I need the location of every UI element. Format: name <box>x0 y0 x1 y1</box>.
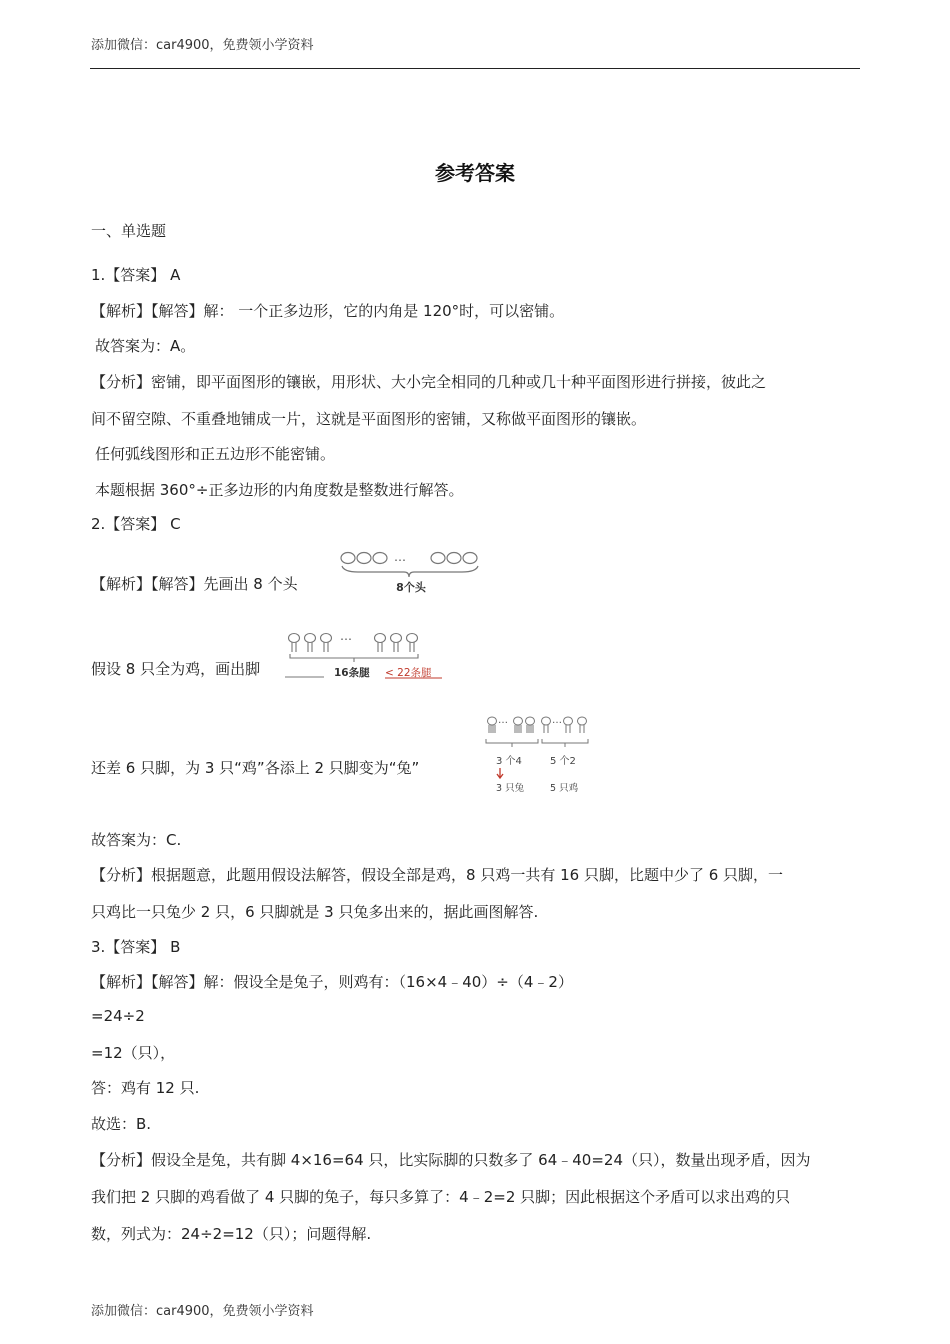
q2-conclusion: 故答案为：C. <box>91 831 182 849</box>
legs-count-label: 16条腿 <box>334 667 370 679</box>
page-footer: 添加微信：car4900，免费领小学资料 <box>91 1304 314 1319</box>
q1-fenxi-line2: 间不留空隙、不重叠地铺成一片，这就是平面图形的密铺，又称做平面图形的镶嵌。 <box>91 410 647 428</box>
heads-diagram <box>338 548 484 596</box>
q1-conclusion: 故答案为：A。 <box>95 337 196 355</box>
svg-text:…: … <box>394 550 406 564</box>
q2-step1: 【解析】【解答】先画出 8 个头 <box>91 575 298 593</box>
q1-fenxi-line4: 本题根据 360°÷正多边形的内角度数是整数进行解答。 <box>95 481 464 499</box>
arrow-down-icon <box>497 768 503 778</box>
svg-text:…: … <box>340 630 352 643</box>
legs-diagram <box>282 630 446 682</box>
q2-step3: 还差 6 只脚，为 3 只“鸡”各添上 2 只脚变为“兔” <box>91 759 420 777</box>
q2-step2: 假设 8 只全为鸡，画出脚 <box>91 660 261 678</box>
q2-answer: 2.【答案】 C <box>91 515 181 533</box>
header-divider <box>90 68 860 69</box>
rabbit-chicken-diagram <box>484 713 590 797</box>
legs-compare-label: < 22条腿 <box>385 667 432 679</box>
svg-text:…: … <box>552 715 562 726</box>
rabbit-multiplier-label: 3 个4 <box>496 756 522 767</box>
q1-answer: 1.【答案】 A <box>91 266 181 284</box>
q2-fenxi-line2: 只鸡比一只兔少 2 只，6 只脚就是 3 只兔多出来的，据此画图解答. <box>91 903 539 921</box>
chicken-count-label: 5 只鸡 <box>550 783 579 794</box>
q3-fenxi-line1: 【分析】假设全是兔，共有脚 4×16=64 只，比实际脚的只数多了 64﹣40=24（只），数量出现矛盾，因为 <box>91 1151 811 1169</box>
heads-label: 8个头 <box>396 581 426 594</box>
q1-analysis: 【解析】【解答】解： 一个正多边形，它的内角是 120°时，可以密铺。 <box>91 302 565 320</box>
page-header: 添加微信：car4900，免费领小学资料 <box>91 38 314 53</box>
q1-fenxi-line3: 任何弧线图形和正五边形不能密铺。 <box>95 445 336 463</box>
page-title: 参考答案 <box>435 161 515 185</box>
svg-text:…: … <box>498 715 508 726</box>
q1-fenxi-line1: 【分析】密铺，即平面图形的镶嵌，用形状、大小完全相同的几种或几十种平面图形进行拼接，彼此之 <box>91 373 767 391</box>
q3-answer: 3.【答案】 B <box>91 938 181 956</box>
q3-equation-1: =24÷2 <box>91 1007 145 1025</box>
q3-reply: 答：鸡有 12 只. <box>91 1079 200 1097</box>
chicken-sketch-1 <box>289 634 300 653</box>
q3-choice: 故选：B. <box>91 1115 152 1133</box>
section-heading: 一、单选题 <box>91 222 167 240</box>
chicken-multiplier-label: 5 个2 <box>550 756 576 767</box>
q2-fenxi-line1: 【分析】根据题意，此题用假设法解答，假设全部是鸡，8 只鸡一共有 16 只脚，比题中少了 6 只脚，一 <box>91 866 784 884</box>
q3-equation-2: =12（只）， <box>91 1044 176 1062</box>
q3-fenxi-line2: 我们把 2 只脚的鸡看做了 4 只脚的兔子，每只多算了：4﹣2=2 只脚；因此根据这个矛盾可以求出鸡的只 <box>91 1188 791 1206</box>
rabbit-count-label: 3 只兔 <box>496 783 525 794</box>
q3-fenxi-line3: 数，列式为：24÷2=12（只）；问题得解. <box>91 1225 372 1243</box>
q3-analysis: 【解析】【解答】解：假设全是兔子，则鸡有：（16×4﹣40）÷（4﹣2） <box>91 973 573 991</box>
